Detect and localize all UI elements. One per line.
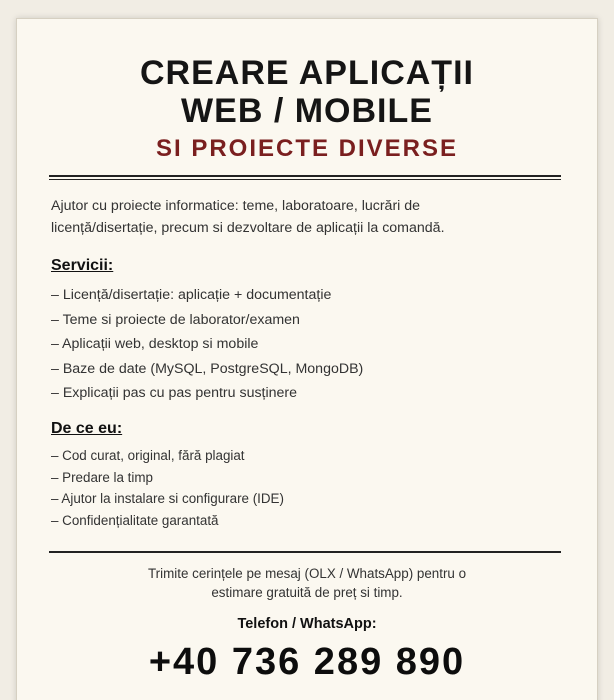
list-item: – Predare la timp (51, 469, 153, 485)
list-item: – Aplicații web, desktop si mobile (51, 336, 259, 352)
why-list (51, 445, 284, 531)
call-to-action (17, 564, 597, 602)
services-list (51, 283, 363, 406)
poster (16, 18, 598, 700)
footer-divider (49, 551, 561, 553)
intro-text (51, 195, 571, 239)
cta-line-1: Trimite cerințele pe mesaj (OLX / WhatsApp) pentru o (147, 566, 467, 581)
header-divider (49, 175, 561, 180)
title-line-1: CREARE APLICAȚII (140, 54, 474, 92)
list-item: – Teme si proiecte de laborator/examen (51, 311, 300, 328)
intro-line-2: licență/disertație, precum si dezvoltare de aplicații la comandă. (51, 220, 445, 236)
list-item: – Explicații pas cu pas pentru susținere (51, 385, 298, 401)
list-item: – Cod curat, original, fără plagiat (51, 448, 245, 463)
phone-label: Telefon / WhatsApp: (237, 616, 377, 632)
list-item: – Confidențialitate garantată (51, 512, 219, 528)
services-heading: Servicii: (51, 257, 114, 274)
intro-line-1: Ajutor cu proiecte informatice: teme, laboratoare, lucrări de (51, 198, 421, 214)
list-item: – Ajutor la instalare si configurare (IDE) (51, 491, 284, 506)
subtitle: SI PROIECTE DIVERSE (155, 135, 459, 162)
list-item: – Licență/disertație: aplicație + documentație (51, 287, 332, 303)
title-line-2: WEB / MOBILE (181, 92, 433, 130)
phone-number: +40 736 289 890 (148, 641, 466, 683)
cta-line-2: estimare gratuită de preț si timp. (211, 585, 403, 600)
list-item: – Baze de date (MySQL, PostgreSQL, MongoDB) (51, 360, 364, 377)
why-heading: De ce eu: (51, 420, 123, 437)
